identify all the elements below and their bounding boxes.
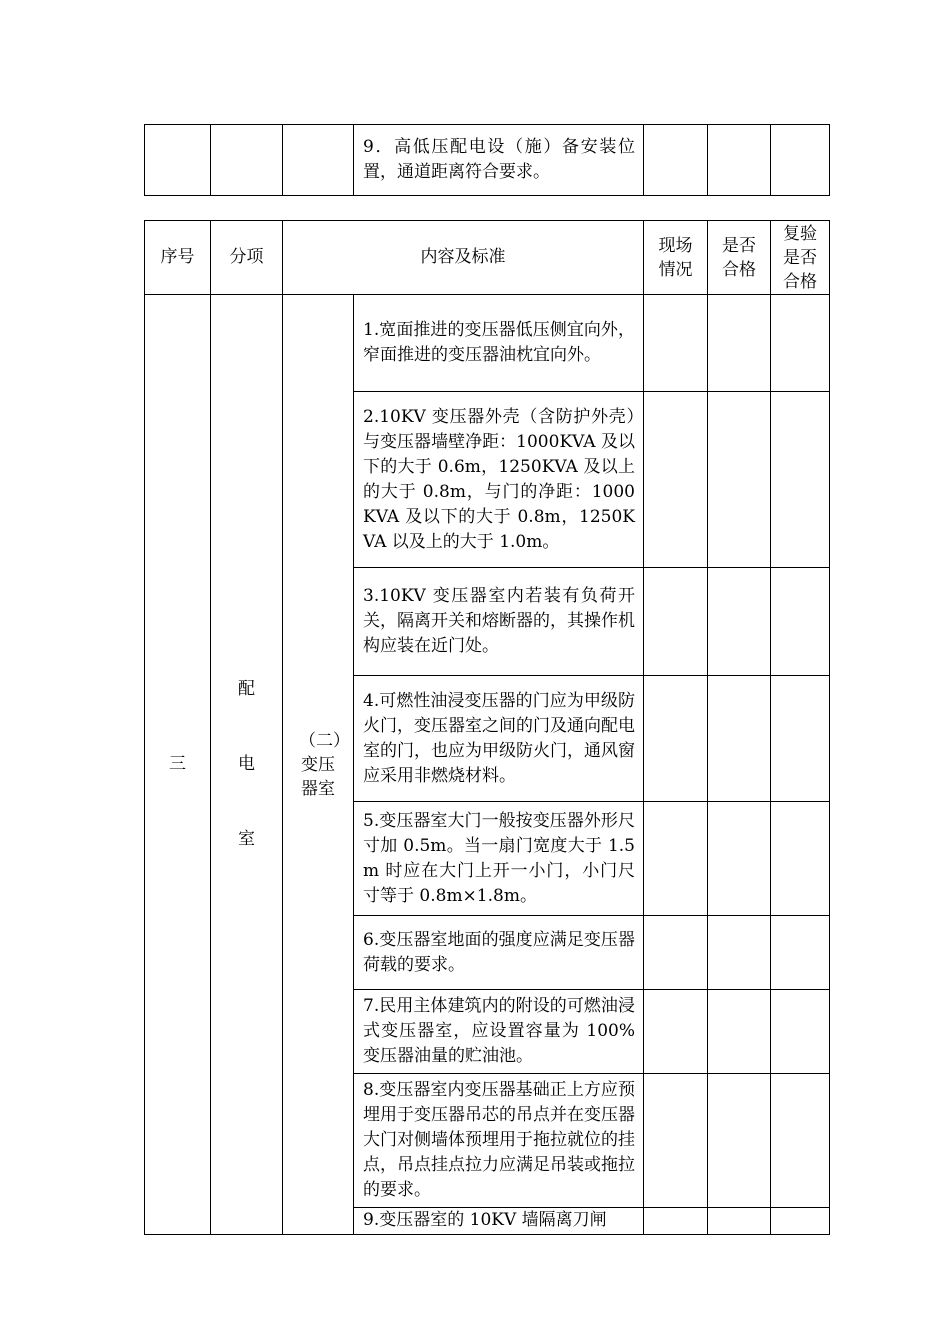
site-cell — [644, 392, 708, 568]
recheck-cell — [771, 125, 830, 196]
qualified-cell — [708, 392, 771, 568]
header-content: 内容及标准 — [283, 221, 644, 295]
seq-cell — [145, 125, 211, 196]
table-row — [145, 295, 830, 392]
content-cell: 2.10KV 变压器外壳（含防护外壳）与变压器墙壁净距：1000KVA 及以下的大于 0.6m，1250KVA 及以上的大于 0.8m，与门的净距：1000KVA 及以下的大于 0.8m，1250KVA 以及上的大于 1.0m。 — [354, 392, 644, 568]
recheck-cell — [771, 676, 830, 802]
qualified-cell — [708, 568, 771, 676]
qualified-cell — [708, 916, 771, 990]
content-cell: 5.变压器室大门一般按变压器外形尺寸加 0.5m。当一扇门宽度大于 1.5m 时应在大门上开一小门，小门尺寸等于 0.8m×1.8m。 — [354, 802, 644, 916]
qualified-cell — [708, 125, 771, 196]
recheck-cell — [771, 990, 830, 1074]
site-cell — [644, 568, 708, 676]
header-qualified: 是否合格 — [708, 221, 771, 295]
site-cell — [644, 1074, 708, 1208]
header-site: 现场情况 — [644, 221, 708, 295]
header-recheck: 复验是否合格 — [771, 221, 830, 295]
qualified-cell — [708, 1074, 771, 1208]
site-cell — [644, 1208, 708, 1235]
recheck-cell — [771, 568, 830, 676]
category-cell — [211, 125, 283, 196]
site-cell — [644, 802, 708, 916]
subcategory-cell — [283, 125, 354, 196]
qualified-cell — [708, 802, 771, 916]
section-category-cell — [211, 295, 283, 1235]
recheck-cell — [771, 1208, 830, 1235]
content-cell: 7.民用主体建筑内的附设的可燃油浸式变压器室，应设置容量为 100%变压器油量的贮油池。 — [354, 990, 644, 1074]
content-cell: 6.变压器室地面的强度应满足变压器荷载的要求。 — [354, 916, 644, 990]
site-cell — [644, 990, 708, 1074]
header-row — [145, 221, 830, 295]
section-category: 配电室 — [238, 679, 255, 849]
qualified-cell — [708, 990, 771, 1074]
recheck-cell — [771, 392, 830, 568]
qualified-cell — [708, 676, 771, 802]
section-subcategory: （二）变压器室 — [299, 730, 350, 799]
content-cell: 8.变压器室内变压器基础正上方应预埋用于变压器吊芯的吊点并在变压器大门对侧墙体预埋用于拖拉就位的挂点，吊点挂点拉力应满足吊装或拖拉的要求。 — [354, 1074, 644, 1208]
content-cell: 4.可燃性油浸变压器的门应为甲级防火门，变压器室之间的门及通向配电室的门，也应为甲级防火门，通风窗应采用非燃烧材料。 — [354, 676, 644, 802]
qualified-cell — [708, 1208, 771, 1235]
content-cell: 9．高低压配电设（施）备安装位置，通道距离符合要求。 — [354, 125, 644, 196]
inspection-table — [144, 220, 830, 1235]
header-seq: 序号 — [145, 221, 211, 295]
content-cell: 9.变压器室的 10KV 墙隔离刀闸 — [354, 1208, 644, 1235]
recheck-cell — [771, 295, 830, 392]
header-category: 分项 — [211, 221, 283, 295]
recheck-cell — [771, 916, 830, 990]
section-subcategory-cell — [283, 295, 354, 1235]
qualified-cell — [708, 295, 771, 392]
site-cell — [644, 916, 708, 990]
content-cell: 1.宽面推进的变压器低压侧宜向外，窄面推进的变压器油枕宜向外。 — [354, 295, 644, 392]
site-cell — [644, 676, 708, 802]
table-row — [145, 125, 830, 196]
section-seq: 三 — [145, 295, 211, 1235]
site-cell — [644, 295, 708, 392]
content-cell: 3.10KV 变压器室内若装有负荷开关，隔离开关和熔断器的，其操作机构应装在近门处。 — [354, 568, 644, 676]
site-cell — [644, 125, 708, 196]
recheck-cell — [771, 1074, 830, 1208]
continuation-table — [144, 124, 830, 196]
recheck-cell — [771, 802, 830, 916]
